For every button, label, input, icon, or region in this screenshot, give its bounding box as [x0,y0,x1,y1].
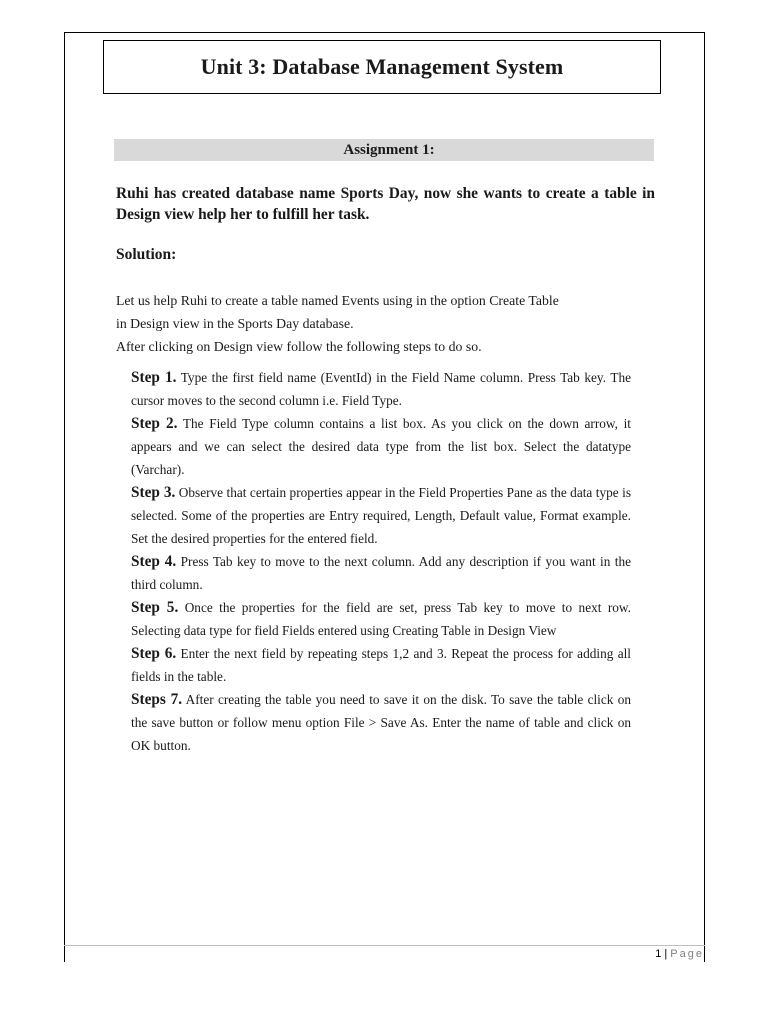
step-text: Press Tab key to move to the next column. Add any description if you want in the third column. [131,554,631,592]
step-label: Steps 7. [131,691,183,708]
intro-paragraph [116,289,636,358]
page-label: Page [670,948,704,960]
step-label: Step 5. [131,599,179,616]
step-item [131,642,631,688]
intro-line: in Design view in the Sports Day database. [116,316,354,331]
step-item [131,688,631,757]
step-text: The Field Type column contains a list box. As you click on the down arrow, it appears and we can select the desired data type from the list box. Select the datatype (Varchar). [131,416,631,477]
step-item [131,481,631,550]
document-page [64,32,705,962]
step-text: Enter the next field by repeating steps 1,2 and 3. Repeat the process for adding all fields in the table. [131,646,631,684]
footer-divider [64,945,705,946]
page-footer [655,948,704,960]
solution-heading: Solution: [116,246,177,263]
intro-line: Let us help Ruhi to create a table named Events using in the option Create Table [116,293,559,308]
step-text: After creating the table you need to save it on the disk. To save the table click on the save button or follow menu option File > Save As. Enter the name of table and click on OK button. [131,692,631,753]
intro-line: After clicking on Design view follow the following steps to do so. [116,339,482,354]
step-item [131,550,631,596]
assignment-heading-bar [114,139,654,161]
step-text: Once the properties for the field are set, press Tab key to move to next row. Selecting data type for field Fields entered using Creating Table in Design View [131,600,631,638]
step-label: Step 4. [131,553,177,570]
footer-separator: | [661,948,671,960]
page-title: Unit 3: Database Management System [200,54,564,79]
page-number: 1 [655,948,662,960]
question-text: Ruhi has created database name Sports Day, now she wants to create a table in Design view help her to fulfill her task. [116,185,655,223]
step-label: Step 1. [131,369,177,386]
step-text: Observe that certain properties appear in the Field Properties Pane as the data type is selected. Some of the properties are Entry required, Length, Default value, Format example. Set the desired properties for the entered field. [131,485,631,546]
step-item [131,366,631,412]
step-label: Step 2. [131,415,178,432]
step-item [131,412,631,481]
title-box [103,40,661,94]
step-text: Type the first field name (EventId) in the Field Name column. Press Tab key. The cursor moves to the second column i.e. Field Type. [131,370,631,408]
assignment-heading: Assignment 1: [343,141,435,158]
step-label: Step 3. [131,484,176,501]
steps-list [131,366,631,757]
step-item [131,596,631,642]
step-label: Step 6. [131,645,177,662]
